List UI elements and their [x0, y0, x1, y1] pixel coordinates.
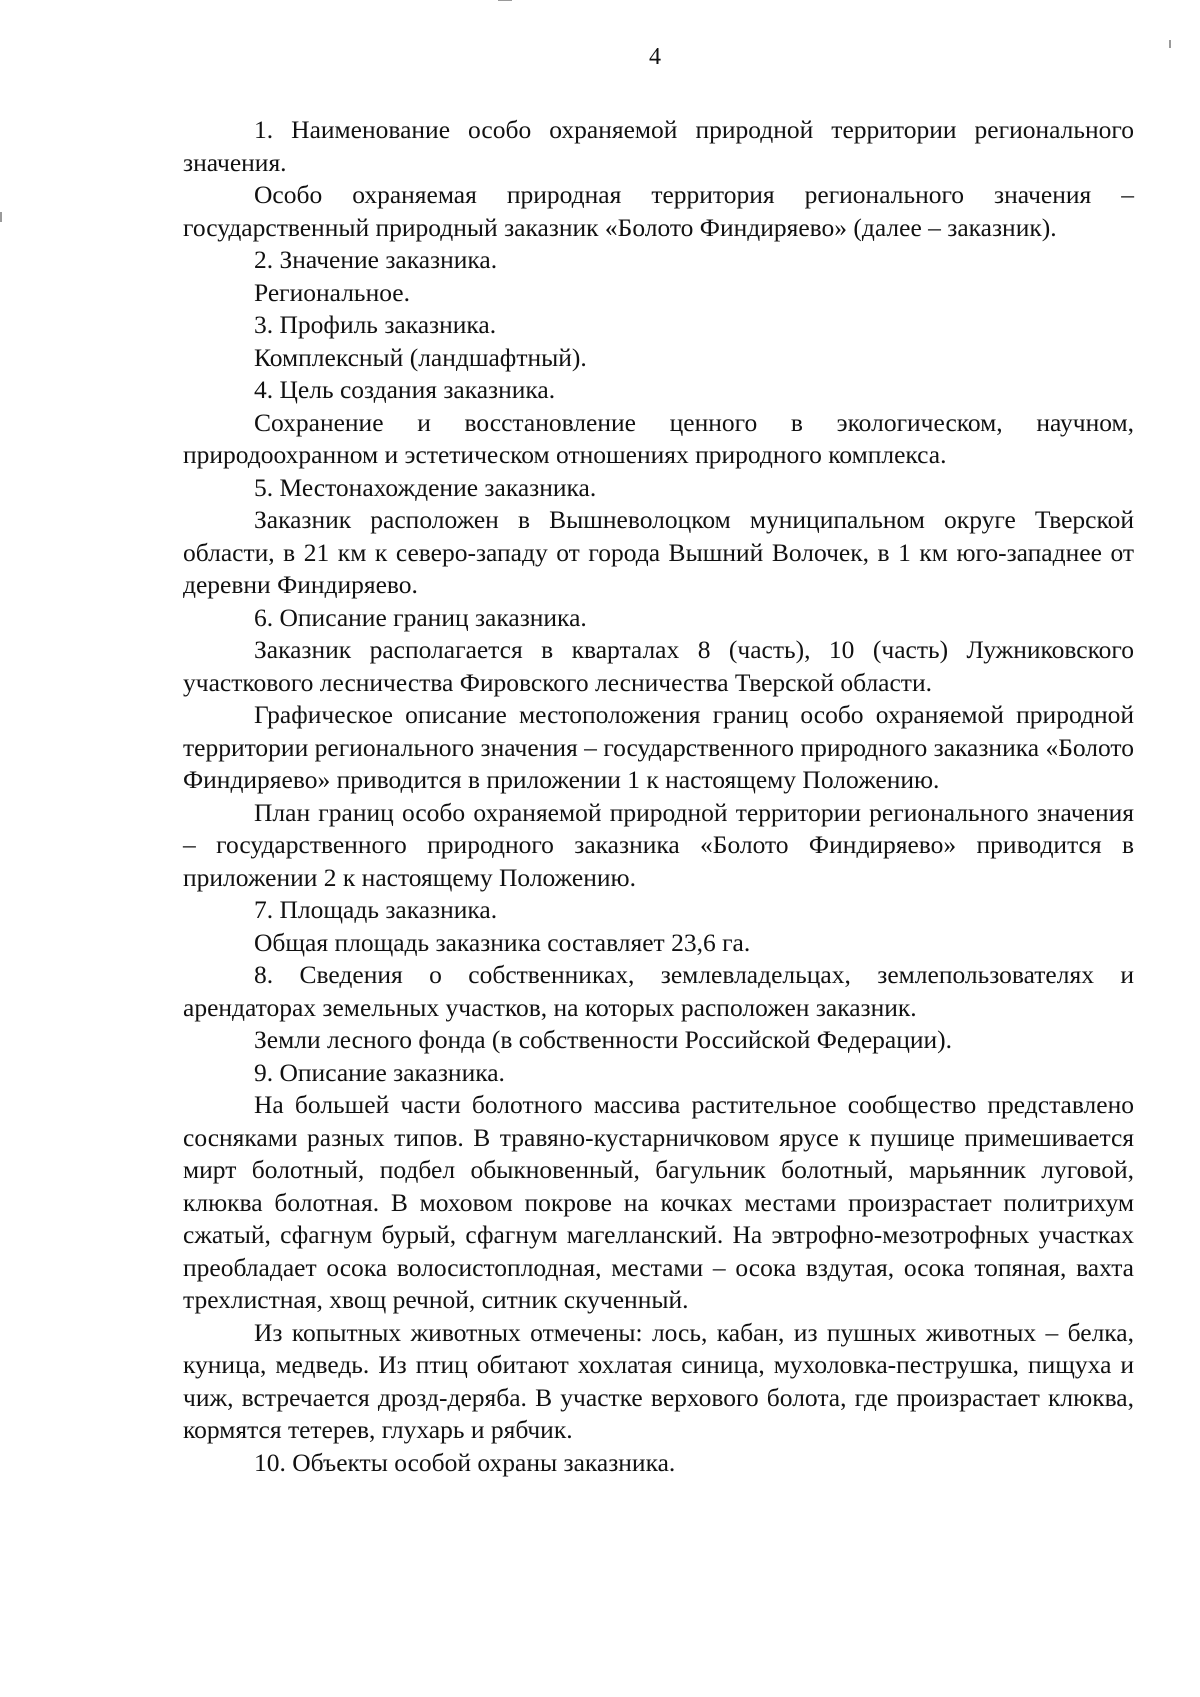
scan-mark-top — [498, 0, 512, 1]
paragraph-9: 5. Местонахождение заказника. — [254, 472, 597, 502]
document-body — [183, 114, 1134, 1479]
paragraph-7: 4. Цель создания заказника. — [254, 375, 556, 404]
paragraph-5: 3. Профиль заказника. — [254, 310, 497, 339]
paragraph-22: 10. Объекты особой охраны заказника. — [254, 1447, 676, 1477]
paragraph-4: Региональное. — [254, 277, 410, 307]
page-number: 4 — [649, 44, 661, 70]
paragraph-6: Комплексный (ландшафтный). — [254, 342, 587, 372]
paragraph-3: 2. Значение заказника. — [254, 245, 498, 274]
paragraph-2: Особо охраняемая природная территория регионального значения – государственный природный заказник «Болото Финдиряево» (далее – заказник). — [183, 180, 1134, 242]
paragraph-8: Сохранение и восстановление ценного в экологическом, научном, природоохранном и эстетическом отношениях природного комплекса. — [183, 407, 1134, 469]
paragraph-14: План границ особо охраняемой природной территории регионального значения – государственного природного заказника «Болото Финдиряево» приводится в приложении 2 к настоящему Положению. — [183, 797, 1134, 892]
paragraph-16: Общая площадь заказника составляет 23,6 га. — [254, 927, 751, 957]
paragraph-15: 7. Площадь заказника. — [254, 895, 498, 924]
scan-mark-right — [1169, 40, 1171, 48]
paragraph-19: 9. Описание заказника. — [254, 1057, 505, 1087]
paragraph-20: На большей части болотного массива растительное сообщество представлено сосняками разных типов. В травяно-кустарничковом ярусе к пушице примешивается мирт болотный, подбел обыкновенный, багульник болотный, марьянник луговой, клюква болотная. В моховом покрове на кочках местами произрастает политрихум сжатый, сфагнум бурый, сфагнум магелланский. На эвтрофно-мезотрофных участках преобладает осока волосистоплодная, местами – осока вздутая, осока топяная, вахта трехлистная, хвощ речной, ситник скученный. — [183, 1090, 1134, 1314]
scan-mark-left — [0, 212, 2, 222]
paragraph-13: Графическое описание местоположения границ особо охраняемой природной территории регионального значения – государственного природного заказника «Болото Финдиряево» приводится в приложении 1 к настоящему Положению. — [183, 700, 1134, 794]
paragraph-18: Земли лесного фонда (в собственности Российской Федерации). — [254, 1025, 953, 1054]
paragraph-11: 6. Описание границ заказника. — [254, 602, 587, 632]
paragraph-12: Заказник располагается в кварталах 8 (часть), 10 (часть) Лужниковского участкового лесничества Фировского лесничества Тверской области. — [183, 635, 1134, 697]
paragraph-21: Из копытных животных отмечены: лось, кабан, из пушных животных – белка, куница, медведь. Из птиц обитают хохлатая синица, мухоловка-пеструшка, пищуха и чиж, встречается дрозд-деряба. В участке верхового болота, где произрастает клюква, кормятся тетерев, глухарь и рябчик. — [183, 1317, 1134, 1444]
paragraph-17: 8. Сведения о собственниках, землевладельцах, землепользователях и арендаторах земельных участков, на которых расположен заказник. — [183, 960, 1134, 1022]
paragraph-10: Заказник расположен в Вышневолоцком муниципальном округе Тверской области, в 21 км к северо-западу от города Вышний Волочек, в 1 км юго-западнее от деревни Финдиряево. — [183, 505, 1134, 599]
paragraph-1: 1. Наименование особо охраняемой природной территории регионального значения. — [183, 115, 1134, 177]
